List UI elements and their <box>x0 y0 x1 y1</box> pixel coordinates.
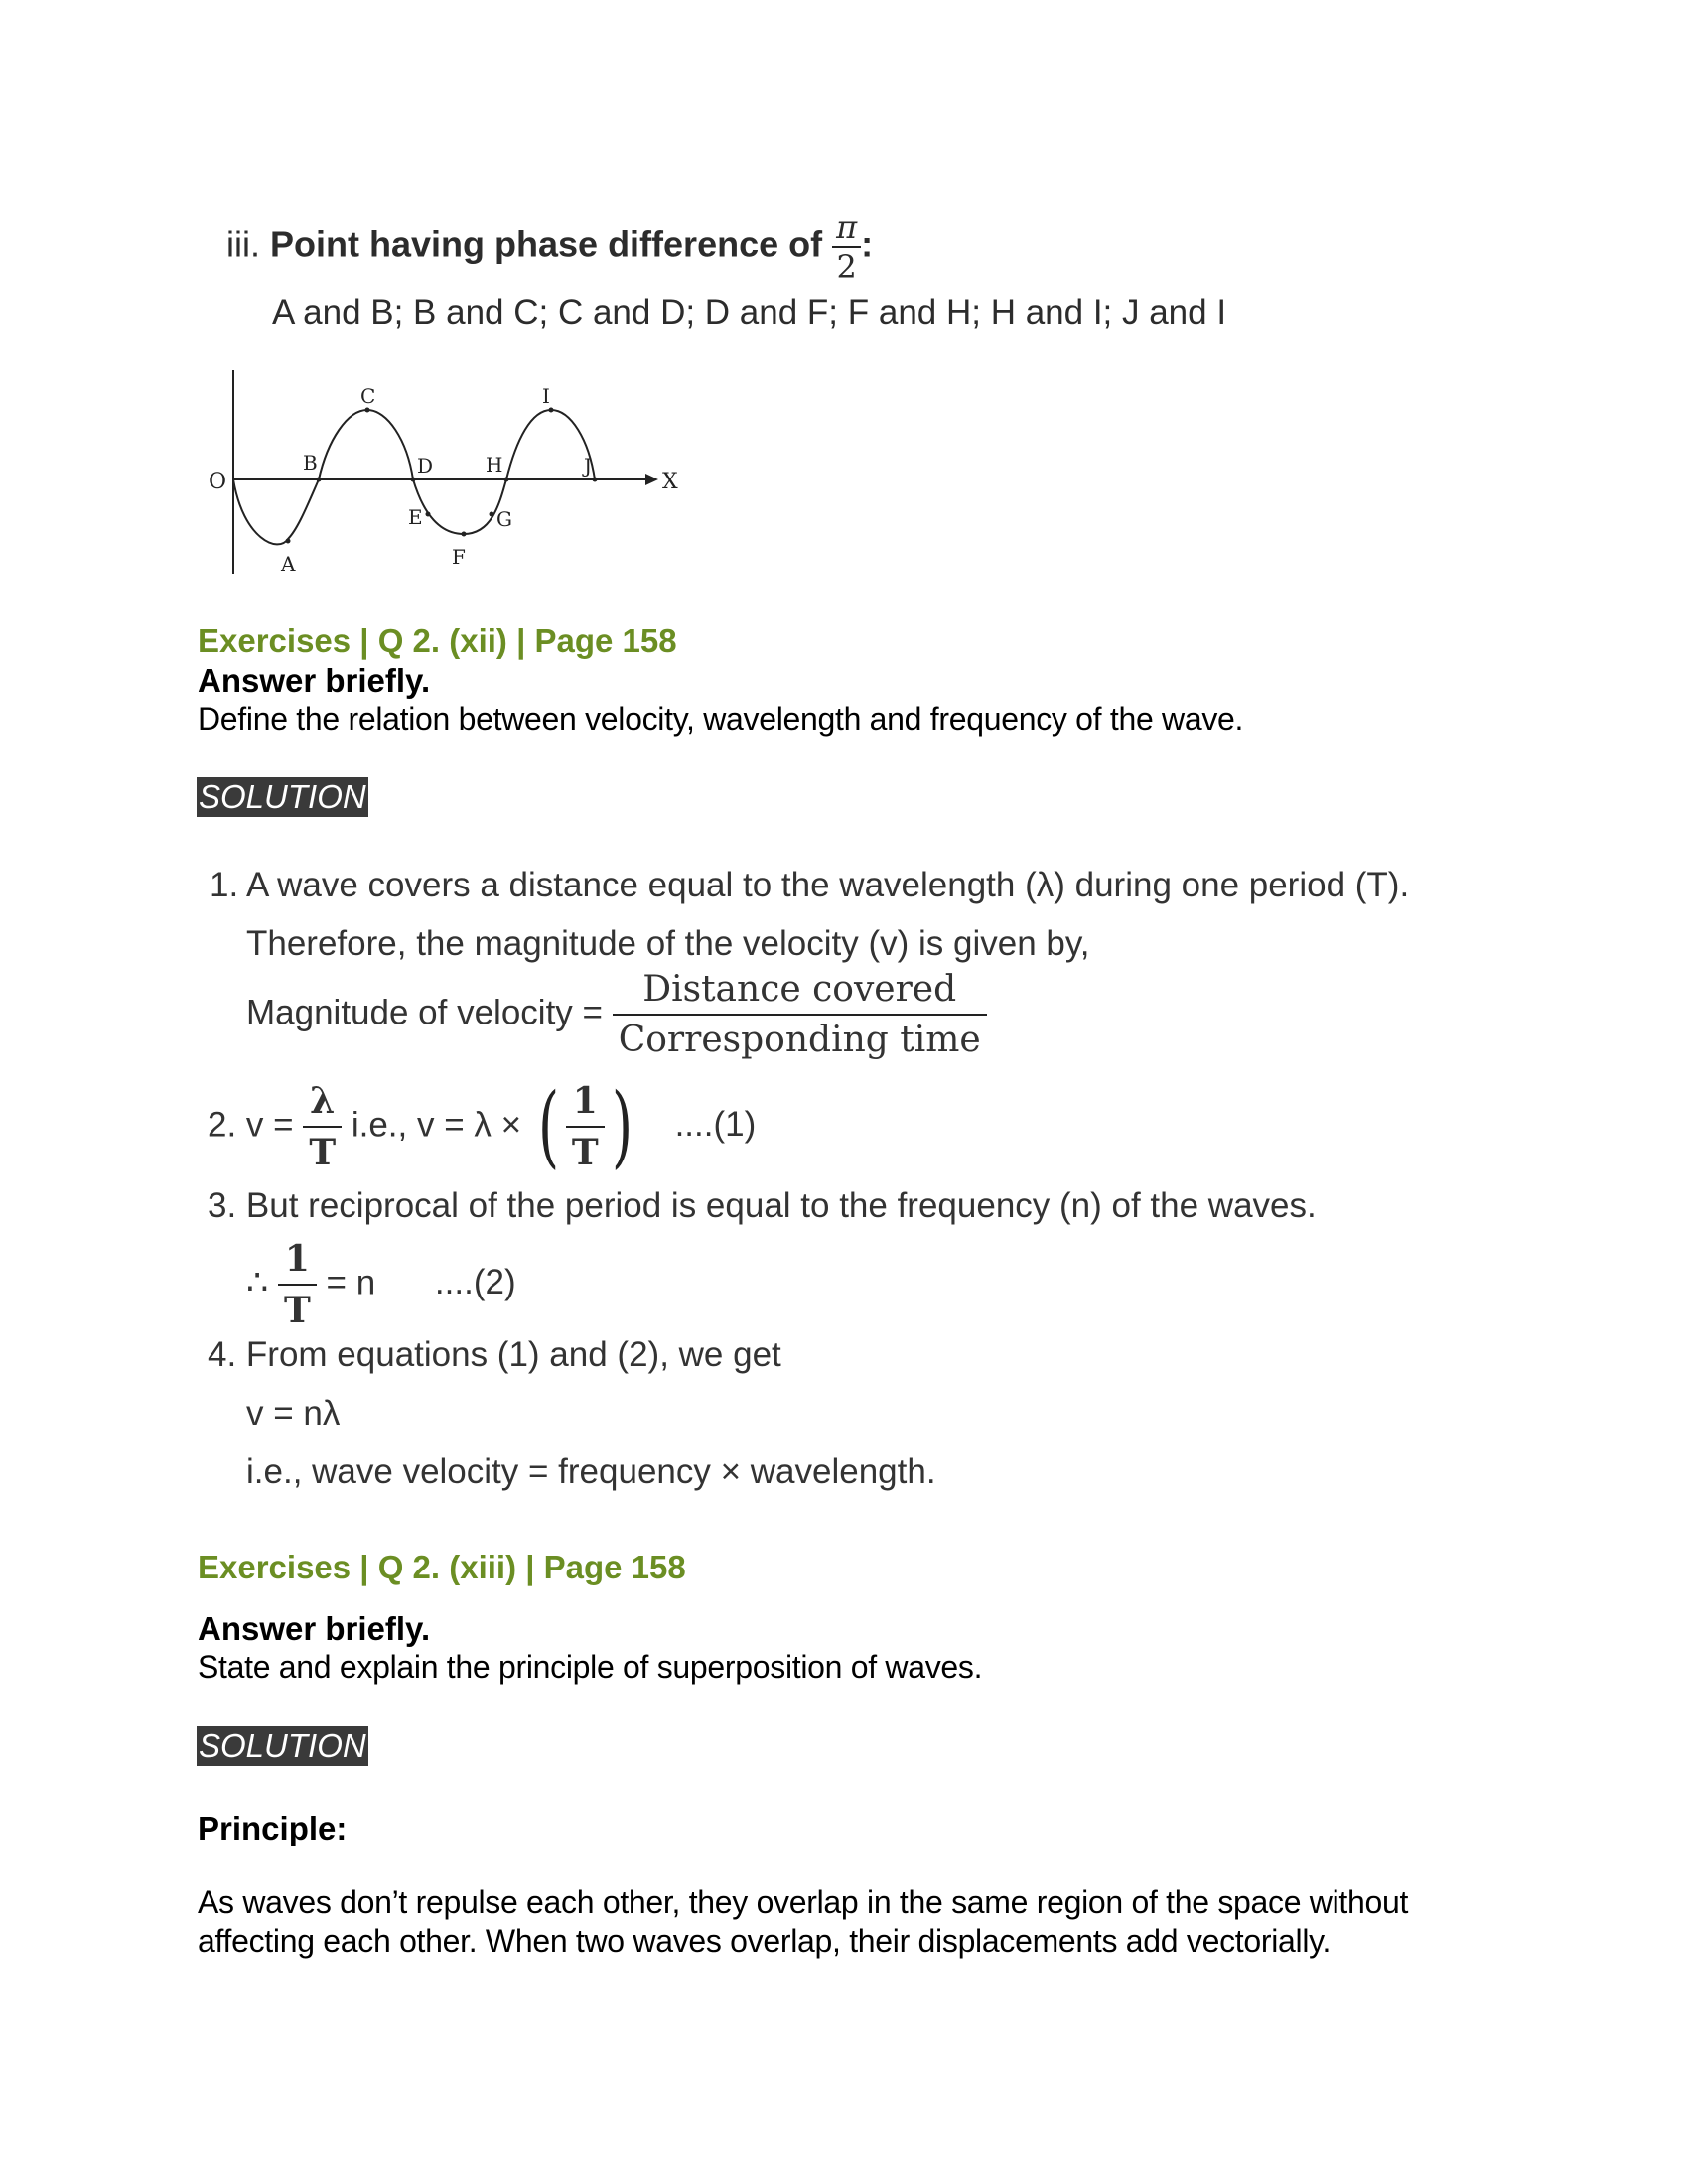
q2-xii-question: Define the relation between velocity, wavelength and frequency of the wave. <box>198 701 1244 737</box>
fraction-denominator: 2 <box>832 246 861 286</box>
point-d-dot <box>411 478 416 482</box>
step-1-line-2: Therefore, the magnitude of the velocity (v) is given by, <box>246 924 1090 963</box>
equation-2-label: ....(2) <box>434 1263 516 1302</box>
label-f: F <box>452 545 466 569</box>
one-over-t-fraction <box>566 1080 605 1173</box>
step-3-formula <box>246 1238 516 1331</box>
point-b-dot <box>317 478 322 482</box>
pi-over-two-fraction <box>832 208 861 286</box>
step-3-numerator: 1 <box>284 1238 310 1280</box>
step-4-line-1: 4. From equations (1) and (2), we get <box>208 1335 781 1374</box>
step-1-formula <box>246 969 987 1060</box>
label-x: X <box>662 470 678 494</box>
point-a-dot <box>286 539 291 544</box>
label-h: H <box>486 453 503 477</box>
label-a: A <box>281 552 296 576</box>
left-paren: ( <box>537 1074 559 1178</box>
point-c-dot <box>365 408 370 413</box>
q2-xiii-heading: Exercises | Q 2. (xiii) | Page 158 <box>198 1549 686 1585</box>
point-g-dot <box>490 512 494 517</box>
step-2-inner-numerator: 1 <box>572 1080 598 1122</box>
q2-xiii-solution-badge: SOLUTION <box>199 1727 366 1764</box>
velocity-denominator: Corresponding time <box>613 1014 987 1060</box>
q2-xii-solution-badge: SOLUTION <box>199 778 366 815</box>
q2-xiii-prompt: Answer briefly. <box>198 1610 431 1647</box>
step-2-denominator: T <box>303 1126 342 1173</box>
point-f-dot <box>462 532 467 537</box>
equation-1-label: ....(1) <box>674 1105 757 1145</box>
step-2-mid: i.e., v = λ × <box>351 1105 522 1145</box>
step-2-numerator: λ <box>310 1080 336 1122</box>
point-e-dot <box>426 512 431 517</box>
lambda-over-t-fraction <box>303 1080 342 1173</box>
phase-pairs-list: A and B; B and C; C and D; D and F; F and H; H and I; J and I <box>272 293 1227 332</box>
label-j: J <box>584 454 593 478</box>
fraction-numerator: π <box>836 208 858 246</box>
section-iii-number: iii. <box>226 223 260 265</box>
label-e: E <box>408 505 423 529</box>
section-iii-title: Point having phase difference of <box>270 223 823 265</box>
point-h-dot <box>504 478 509 482</box>
principle-line-1: As waves don’t repulse each other, they overlap in the same region of the space without <box>198 1884 1409 1920</box>
label-c: C <box>360 384 376 408</box>
step-1-line-1: 1. A wave covers a distance equal to the wavelength (λ) during one period (T). <box>210 866 1410 904</box>
point-j-dot <box>593 478 598 482</box>
q2-xiii-question: State and explain the principle of superposition of waves. <box>198 1649 983 1685</box>
principle-label: Principle: <box>198 1810 348 1846</box>
label-i: I <box>542 384 550 408</box>
step-4-line-3: i.e., wave velocity = frequency × wavelength. <box>246 1452 936 1491</box>
section-iii-colon: : <box>861 223 874 265</box>
label-b: B <box>303 451 318 475</box>
reciprocal-period-fraction <box>278 1238 317 1331</box>
step-3-rhs: = n <box>326 1263 376 1302</box>
point-i-dot <box>549 408 554 413</box>
section-iii-heading <box>226 208 873 286</box>
step-2-prefix: 2. v = <box>208 1105 294 1145</box>
label-g: G <box>496 507 512 531</box>
wave-diagram <box>204 365 690 584</box>
step-1-lhs: Magnitude of velocity = <box>246 993 603 1032</box>
step-2-formula <box>208 1074 757 1178</box>
step-2-inner-denominator: T <box>566 1126 605 1173</box>
q2-xii-prompt: Answer briefly. <box>198 662 431 699</box>
step-4-line-2: v = nλ <box>246 1394 341 1433</box>
velocity-numerator: Distance covered <box>642 969 957 1010</box>
step-3-line-1: 3. But reciprocal of the period is equal to the frequency (n) of the waves. <box>208 1186 1317 1225</box>
q2-xii-heading: Exercises | Q 2. (xii) | Page 158 <box>198 622 677 659</box>
x-axis-arrow-icon <box>645 474 658 485</box>
principle-line-2: affecting each other. When two waves overlap, their displacements add vectorially. <box>198 1923 1332 1959</box>
right-paren: ) <box>611 1074 633 1178</box>
step-3-denominator: T <box>278 1284 317 1331</box>
label-o: O <box>209 470 227 494</box>
label-d: D <box>417 454 434 478</box>
velocity-fraction <box>613 969 987 1060</box>
therefore-symbol: ∴ <box>246 1263 269 1302</box>
